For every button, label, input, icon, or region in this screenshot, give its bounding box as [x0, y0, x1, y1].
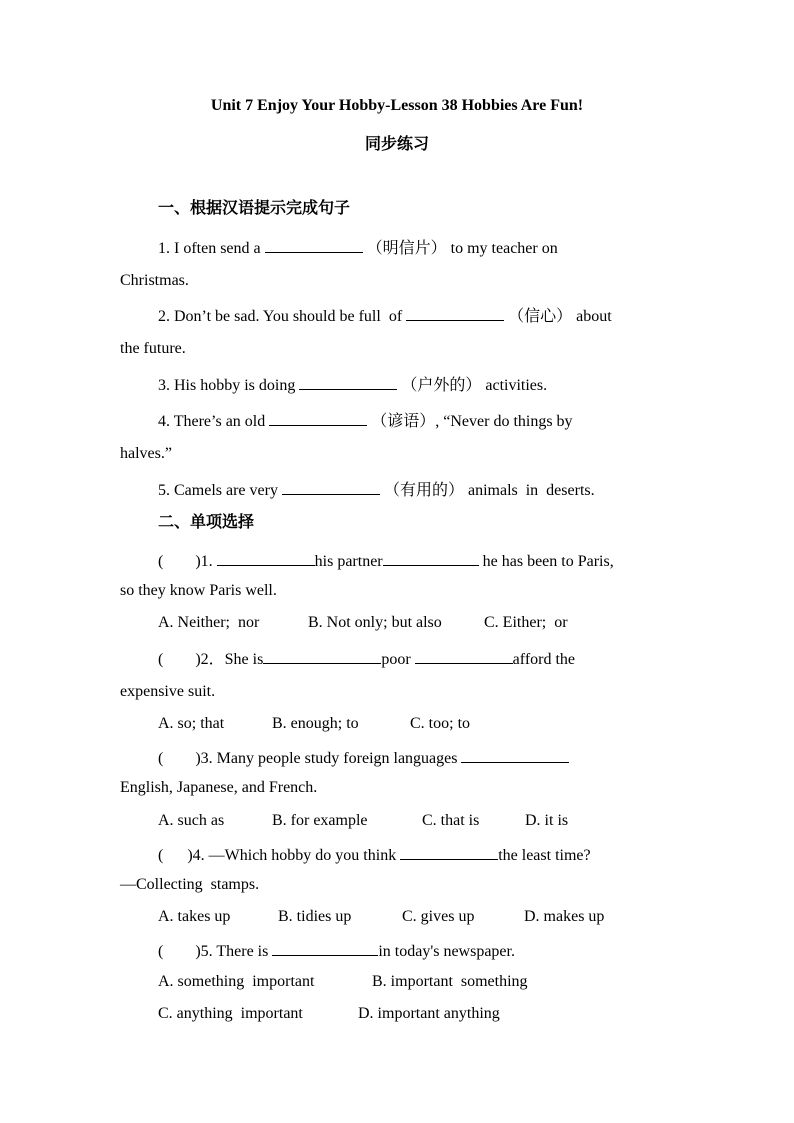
- s2-q2-tail: afford the: [512, 651, 576, 668]
- answer-blank[interactable]: [461, 746, 569, 763]
- s2-q3-option-b[interactable]: B. for example: [272, 812, 368, 829]
- s2-question-4: [158, 843, 591, 866]
- s2-q1-mid: his partner: [314, 553, 383, 570]
- s2-question-2-cont: expensive suit.: [120, 683, 216, 700]
- answer-blank[interactable]: [217, 549, 315, 566]
- s2-q1-number: ( )1.: [158, 553, 217, 570]
- s2-q5-option-a[interactable]: A. something important: [158, 973, 315, 990]
- answer-blank[interactable]: [282, 478, 380, 495]
- s2-question-3: [158, 746, 569, 769]
- s1-question-5: [158, 478, 595, 501]
- s1-q5-text: 5. Camels are very: [158, 482, 282, 499]
- worksheet-title: Unit 7 Enjoy Your Hobby-Lesson 38 Hobbies Are Fun!: [210, 97, 584, 114]
- s2-question-1-cont: so they know Paris well.: [120, 582, 277, 599]
- answer-blank[interactable]: [272, 939, 378, 956]
- answer-blank[interactable]: [406, 304, 504, 321]
- s2-q4-option-c[interactable]: C. gives up: [402, 908, 475, 925]
- s1-q4-text: 4. There’s an old: [158, 413, 270, 430]
- s2-q3-option-d[interactable]: D. it is: [525, 812, 569, 829]
- s2-question-5: [158, 939, 515, 962]
- s1-q4-hint: （谚语）: [371, 413, 436, 430]
- s1-question-1-cont: Christmas.: [120, 272, 189, 289]
- s2-q5-option-b[interactable]: B. important something: [372, 973, 528, 990]
- s1-question-4: [158, 409, 573, 432]
- s2-q2-mid: poor: [381, 651, 415, 668]
- s2-question-3-cont: English, Japanese, and French.: [120, 779, 318, 796]
- s1-q3-text: 3. His hobby is doing: [158, 377, 300, 394]
- s1-q1-hint: （明信片）: [366, 240, 447, 257]
- s1-q5-hint: （有用的）: [383, 482, 464, 499]
- s1-q4-tail: , “Never do things by: [435, 413, 573, 430]
- answer-blank[interactable]: [400, 843, 498, 860]
- s2-q5-number: ( )5. There is: [158, 943, 273, 960]
- s2-q3-option-a[interactable]: A. such as: [158, 812, 225, 829]
- s2-question-2: [158, 647, 575, 670]
- s2-q2-option-c[interactable]: C. too; to: [410, 715, 471, 732]
- s2-q4-option-a[interactable]: A. takes up: [158, 908, 231, 925]
- s1-question-2: [158, 304, 612, 327]
- s2-q2-option-b[interactable]: B. enough; to: [272, 715, 359, 732]
- answer-blank[interactable]: [263, 647, 381, 664]
- s1-q3-tail: activities.: [481, 377, 548, 394]
- s1-q1-text: 1. I often send a: [158, 240, 265, 257]
- worksheet-subtitle: 同步练习: [364, 136, 429, 153]
- answer-blank[interactable]: [299, 373, 397, 390]
- s1-q2-text: 2. Don’t be sad. You should be full of: [158, 308, 407, 325]
- s2-q5-tail: in today's newspaper.: [378, 943, 515, 960]
- s2-q5-option-d[interactable]: D. important anything: [358, 1005, 500, 1022]
- answer-blank[interactable]: [269, 409, 367, 426]
- s1-q1-tail: to my teacher on: [446, 240, 558, 257]
- s2-q4-option-d[interactable]: D. makes up: [524, 908, 605, 925]
- answer-blank[interactable]: [383, 549, 479, 566]
- s1-q5-tail: animals in deserts.: [463, 482, 595, 499]
- s2-q5-option-c[interactable]: C. anything important: [158, 1005, 303, 1022]
- answer-blank[interactable]: [415, 647, 513, 664]
- s1-q3-hint: （户外的）: [401, 377, 482, 394]
- s2-q1-option-b[interactable]: B. Not only; but also: [308, 614, 442, 631]
- answer-blank[interactable]: [265, 236, 363, 253]
- s2-q1-tail: he has been to Paris,: [478, 553, 614, 570]
- section1-heading: 一、根据汉语提示完成句子: [158, 200, 351, 217]
- s2-q1-option-c[interactable]: C. Either; or: [484, 614, 568, 631]
- section2-heading: 二、单项选择: [158, 514, 255, 531]
- s2-q4-number: ( )4. —Which hobby do you think: [158, 847, 401, 864]
- s2-q1-option-a[interactable]: A. Neither; nor: [158, 614, 260, 631]
- s2-question-1: [158, 549, 614, 572]
- s1-q2-tail: about: [572, 308, 612, 325]
- s1-question-4-cont: halves.”: [120, 445, 172, 462]
- s1-q2-hint: （信心）: [508, 308, 573, 325]
- s2-question-4-cont: —Collecting stamps.: [120, 876, 260, 893]
- s2-q2-number: ( )2．She is: [158, 651, 264, 668]
- s1-question-2-cont: the future.: [120, 340, 186, 357]
- s2-q4-option-b[interactable]: B. tidies up: [278, 908, 352, 925]
- s2-q2-option-a[interactable]: A. so; that: [158, 715, 225, 732]
- s1-question-1: [158, 236, 558, 259]
- s1-question-3: [158, 373, 547, 396]
- s2-q4-tail: the least time?: [498, 847, 591, 864]
- s2-q3-number: ( )3. Many people study foreign languages: [158, 750, 462, 767]
- s2-q3-option-c[interactable]: C. that is: [422, 812, 480, 829]
